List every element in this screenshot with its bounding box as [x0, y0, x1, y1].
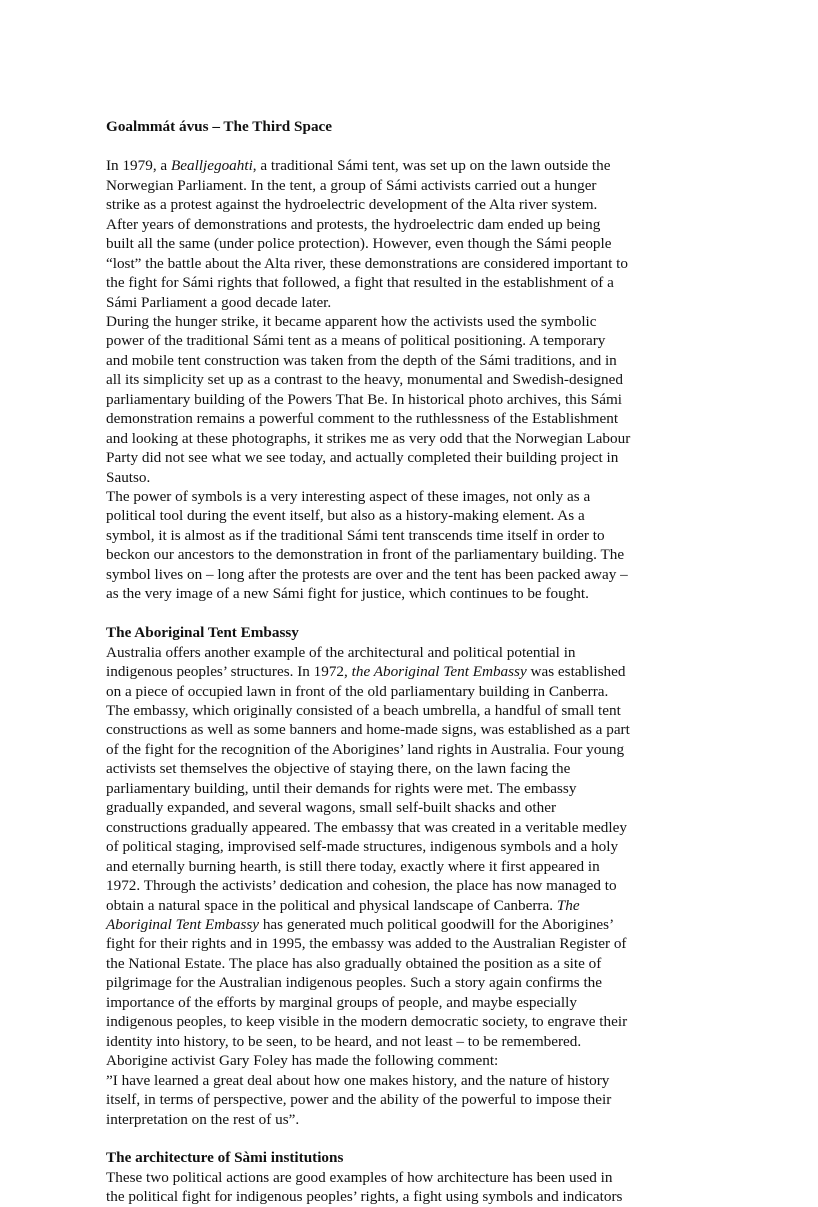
text-line: built all the same (under police protection). However, even though the Sámi people [106, 235, 612, 253]
text-line: In 1979, a Bealljegoahti, a traditional Sámi tent, was set up on the lawn outside the [106, 157, 611, 175]
text-line: symbol, it is almost as if the traditional Sámi tent transcends time itself in order to [106, 526, 605, 544]
text-line: indigenous peoples, to keep visible in the modern democratic society, to engrave their [106, 1013, 628, 1031]
text-line: obtain a natural space in the political and physical landscape of Canberra. The [106, 896, 580, 914]
text-line: demonstration remains a powerful comment to the ruthlessness of the Establishment [106, 410, 619, 428]
text-line: all its simplicity set up as a contrast to the heavy, monumental and Swedish-designed [106, 371, 623, 389]
text-line: constructions gradually appeared. The embassy that was created in a veritable medley [106, 818, 627, 836]
top-spacer [106, 98, 696, 117]
text-line: indigenous peoples’ structures. In 1972, the Aboriginal Tent Embassy was established [106, 663, 626, 681]
text-line: parliamentary building, until their demands for rights were met. The embassy [106, 779, 577, 797]
text-line: constructions as well as some banners and home-made signs, was established as a part [106, 721, 630, 739]
text-line: “lost” the battle about the Alta river, these demonstrations are considered important to [106, 254, 628, 272]
text-line: Aborigine activist Gary Foley has made the following comment: [106, 1052, 499, 1070]
text-line: After years of demonstrations and protests, the hydroelectric dam ended up being [106, 215, 601, 233]
text-line: Australia offers another example of the architectural and political potential in [106, 643, 576, 661]
italic-text: the Aboriginal Tent Embassy [351, 663, 527, 681]
text-line: strike as a protest against the hydroelectric development of the Alta river system. [106, 196, 598, 214]
text-line: pilgrimage for the Australian indigenous peoples. Such a story again confirms the [106, 974, 603, 992]
text-line: the fight for Sámi rights that followed, a fight that resulted in the establishment of a [106, 274, 614, 292]
text-line: of political staging, improvised self-made structures, indigenous symbols and a holy [106, 838, 619, 856]
text-line: The power of symbols is a very interesting aspect of these images, not only as a [106, 488, 591, 506]
text-line: Norwegian Parliament. In the tent, a group of Sámi activists carried out a hunger [106, 176, 597, 194]
section-heading-tent-embassy: The Aboriginal Tent Embassy [106, 624, 299, 642]
italic-text: The [556, 896, 580, 914]
text-line: and eternally burning hearth, is still there today, exactly where it first appeared in [106, 857, 600, 875]
italic-text: Aboriginal Tent Embassy [106, 915, 260, 933]
text-line: and looking at these photographs, it strikes me as very odd that the Norwegian Labour [106, 429, 631, 447]
text-line: activists set themselves the objective of staying there, on the lawn facing the [106, 760, 571, 778]
spacer [106, 1129, 696, 1148]
text-line: These two political actions are good examples of how architecture has been used in [106, 1168, 613, 1186]
text-line: power of the traditional Sámi tent as a means of political positioning. A temporary [106, 332, 606, 350]
text-line: fight for their rights and in 1995, the embassy was added to the Australian Register of [106, 935, 627, 953]
text-line: importance of the efforts by marginal groups of people, and maybe especially [106, 993, 577, 1011]
italic-text: Bealljegoahti [170, 157, 253, 175]
spacer [106, 604, 696, 623]
text-line: Party did not see what we see today, and actually completed their building project in [106, 449, 619, 467]
text-line: interpretation on the rest of us”. [106, 1110, 300, 1128]
document-page [106, 98, 696, 1207]
text-line: During the hunger strike, it became apparent how the activists used the symbolic [106, 312, 597, 330]
text-line: of the fight for the recognition of the Aborigines’ land rights in Australia. Four young [106, 740, 625, 758]
text-line: as the very image of a new Sámi fight for justice, which continues to be fought. [106, 585, 589, 603]
text-line: gradually expanded, and several wagons, small self-built shacks and other [106, 799, 557, 817]
text-line: political tool during the event itself, but also as a history-making element. As a [106, 507, 585, 525]
paragraph [106, 487, 696, 604]
text-line: the political fight for indigenous peoples’ rights, a fight using symbols and indicators [106, 1188, 623, 1206]
paragraph [106, 1168, 696, 1207]
spacer [106, 137, 696, 156]
text-line: the National Estate. The place has also gradually obtained the position as a site of [106, 954, 602, 972]
text-line: ”I have learned a great deal about how one makes history, and the nature of history [106, 1071, 610, 1089]
paragraph [106, 312, 696, 487]
text-line: Aboriginal Tent Embassy has generated much political goodwill for the Aborigines’ [106, 915, 615, 933]
text-line: 1972. Through the activists’ dedication and cohesion, the place has now managed to [106, 877, 617, 895]
text-line: The embassy, which originally consisted of a beach umbrella, a handful of small tent [106, 702, 621, 719]
text-line: beckon our ancestors to the demonstration in front of the parliamentary building. The [106, 546, 625, 564]
text-line: Sámi Parliament a good decade later. [106, 293, 332, 311]
section-heading-sami-institutions: The architecture of Sàmi institutions [106, 1149, 344, 1167]
section-heading-third-space: Goalmmát ávus – The Third Space [106, 118, 333, 136]
text-line: symbol lives on – long after the protests are over and the tent has been packed away – [106, 565, 628, 583]
text-line: parliamentary building of the Powers That Be. In historical photo archives, this Sámi [106, 390, 622, 408]
text-line: identity into history, to be seen, to be heard, and not least – to be remembered. [106, 1032, 582, 1050]
text-line: itself, in terms of perspective, power and the ability of the powerful to impose their [106, 1091, 612, 1109]
text-line: and mobile tent construction was taken from the depth of the Sámi traditions, and in [106, 351, 617, 369]
paragraph [106, 643, 696, 1129]
paragraph [106, 156, 696, 312]
text-line: Sautso. [106, 468, 151, 486]
text-line: on a piece of occupied lawn in front of the old parliamentary building in Canberra. [106, 682, 609, 700]
